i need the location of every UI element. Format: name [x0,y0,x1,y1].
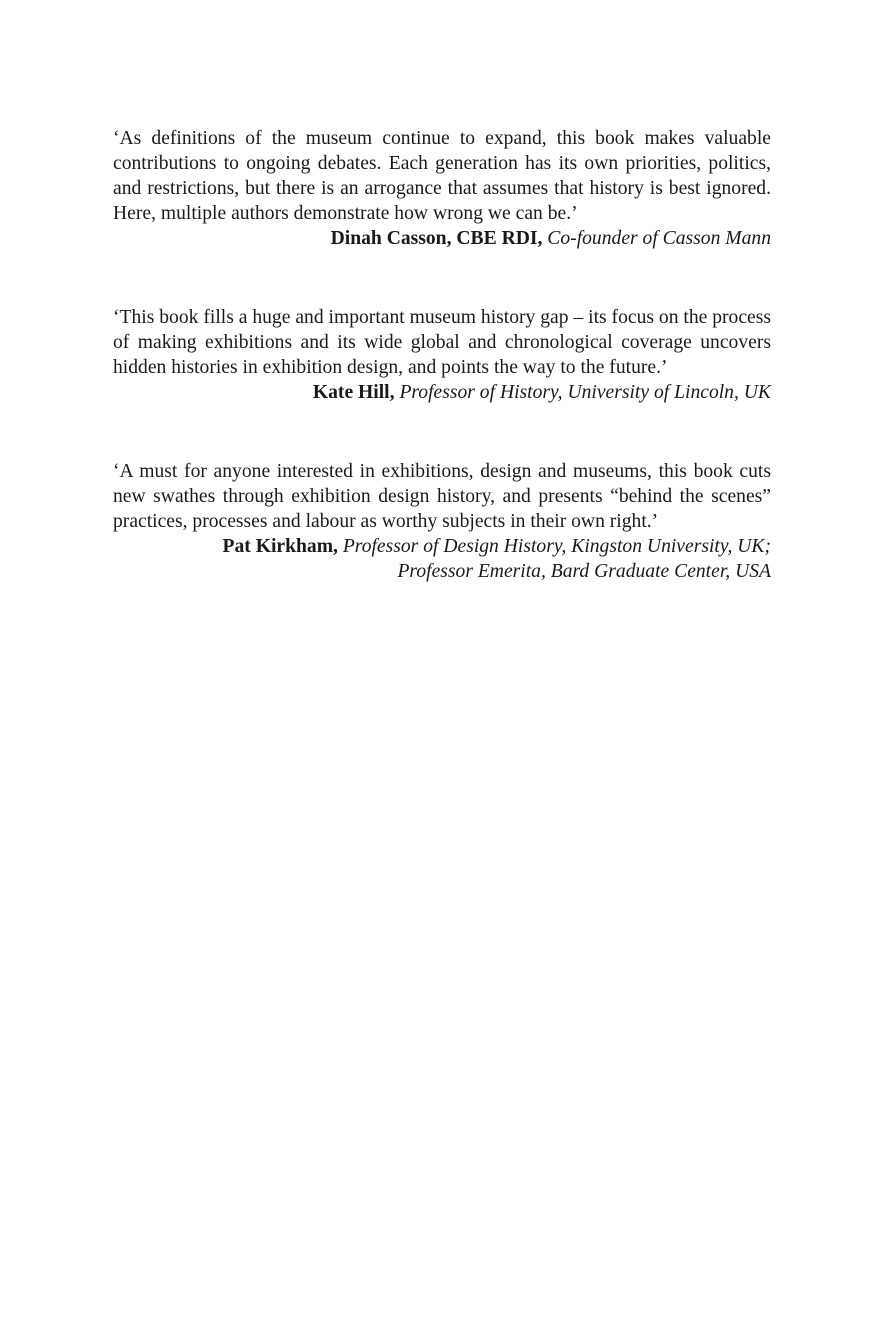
endorsement-attribution [113,380,771,405]
endorsement-attribution [113,534,771,559]
endorsement-kate-hill [113,305,771,405]
endorser-role: Professor of History, University of Lincoln, UK [399,382,771,403]
endorser-name: Dinah Casson, CBE RDI, [330,228,543,249]
endorsement-quote: ‘As definitions of the museum continue to expand, this book makes valuable contributions to ongoing debates. Each generation has its own priorities, politics, and restrictions, but there is an arrogance that assumes that history is best ignored. Here, multiple authors demonstrate how wrong we can be.’ [113,128,771,224]
endorsements-section [113,126,771,584]
endorser-role: Co-founder of Casson Mann [547,228,771,249]
endorser-name: Kate Hill, [312,382,395,403]
endorsement-pat-kirkham [113,459,771,584]
endorsement-quote: ‘A must for anyone interested in exhibitions, design and museums, this book cuts new swathes through exhibition design history, and presents “behind the scenes” practices, processes and labour as worthy subjects in their own right.’ [113,461,771,532]
endorser-role: Professor of Design History, Kingston University, UK; [342,536,771,557]
endorser-name: Pat Kirkham, [222,536,338,557]
endorsement-attribution [113,226,771,251]
endorsement-quote: ‘This book fills a huge and important museum history gap – its focus on the process of making exhibitions and its wide global and chronological coverage uncovers hidden histories in exhibition design, and points the way to the future.’ [113,307,771,378]
endorsement-dinah-casson [113,126,771,251]
endorsement-attribution-continued [113,559,771,584]
endorser-role-secondary: Professor Emerita, Bard Graduate Center, USA [397,561,771,582]
